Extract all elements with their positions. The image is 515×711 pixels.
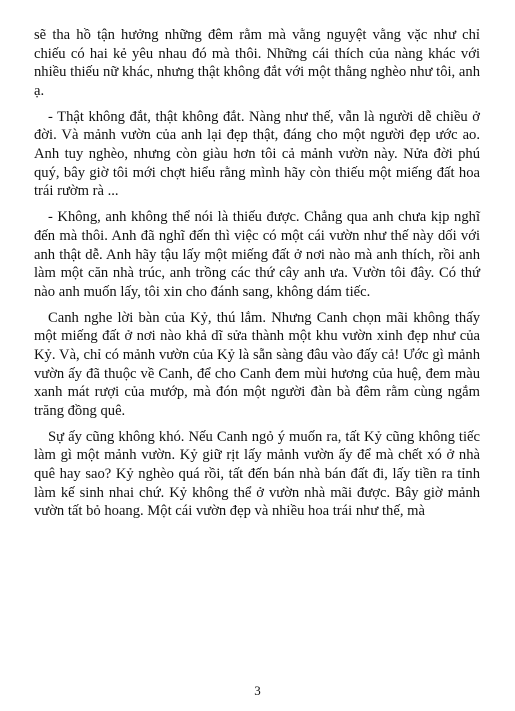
page-body (34, 26, 480, 528)
paragraph-1: sẽ tha hồ tận hưởng những đêm rằm mà vằng nguyệt vằng vặc như chỉ chiếu có hai kẻ yêu nhau đó mà thôi. Những cái thích của nàng khác với nhiều thiếu nữ khác, nhưng thật không đắt với một thằng nghèo như tôi, anh ạ. (34, 27, 480, 99)
paragraph-2: - Thật không đắt, thật không đắt. Nàng như thế, vẫn là người dễ chiều ở đời. Và mảnh vườn của anh lại đẹp thật, đáng cho một người đẹp ước ao. Anh tuy nghèo, nhưng còn giàu hơn tôi cả mảnh vườn này. Nửa đời phú quý, bây giờ tôi mới chợt hiểu rằng mình hãy còn thiếu một miếng đất hoa trái rườm rà ... (34, 108, 480, 200)
paragraph-3: - Không, anh không thể nói là thiếu được. Chẳng qua anh chưa kịp nghĩ đến mà thôi. Anh đã nghĩ đến thì việc có một cái vườn như thế này dối với anh thật dễ. Anh hãy tậu lấy một miếng đất ở nơi nào mà anh thích, rồi anh làm một căn nhà trúc, anh trồng các thứ cây anh ưa. Vườn tôi đây. Có thứ nào anh muốn lấy, tôi xin cho đánh sang, không dám tiếc. (34, 209, 480, 300)
paragraph-4: Canh nghe lời bàn của Kỷ, thú lắm. Nhưng Canh chọn mãi không thấy một miếng đất ở nơi nào khả dĩ sửa thành một khu vườn xinh đẹp như của Kỷ. Và, chỉ có mảnh vườn của Kỷ là sẵn sàng đâu vào đấy cả! Ước gì mảnh vườn ấy đã thuộc về Canh, để cho Canh đem mùi hương của huệ, đem màu xanh mát rượi của mướp, mà đón một người đàn bà đêm rằm cùng ngắm trăng đồng quê. (34, 309, 480, 419)
paragraph-5: Sự ấy cũng không khó. Nếu Canh ngỏ ý muốn ra, tất Kỷ cũng không tiếc làm gì một mảnh vườn. Kỷ giữ rịt lấy mảnh vườn ấy để mà chết xó ở nhà quê hay sao? Kỷ nghèo quá rồi, tất đến bán nhà bán đất đi, lấy tiền ra tỉnh làm kế sinh nhai chứ. Kỷ không thể ở vườn nhà mãi được. Bây giờ mảnh vườn tất bỏ hoang. Một cái vườn đẹp và nhiều hoa trái như thế, mà (34, 428, 480, 520)
page-number: 3 (254, 683, 261, 698)
